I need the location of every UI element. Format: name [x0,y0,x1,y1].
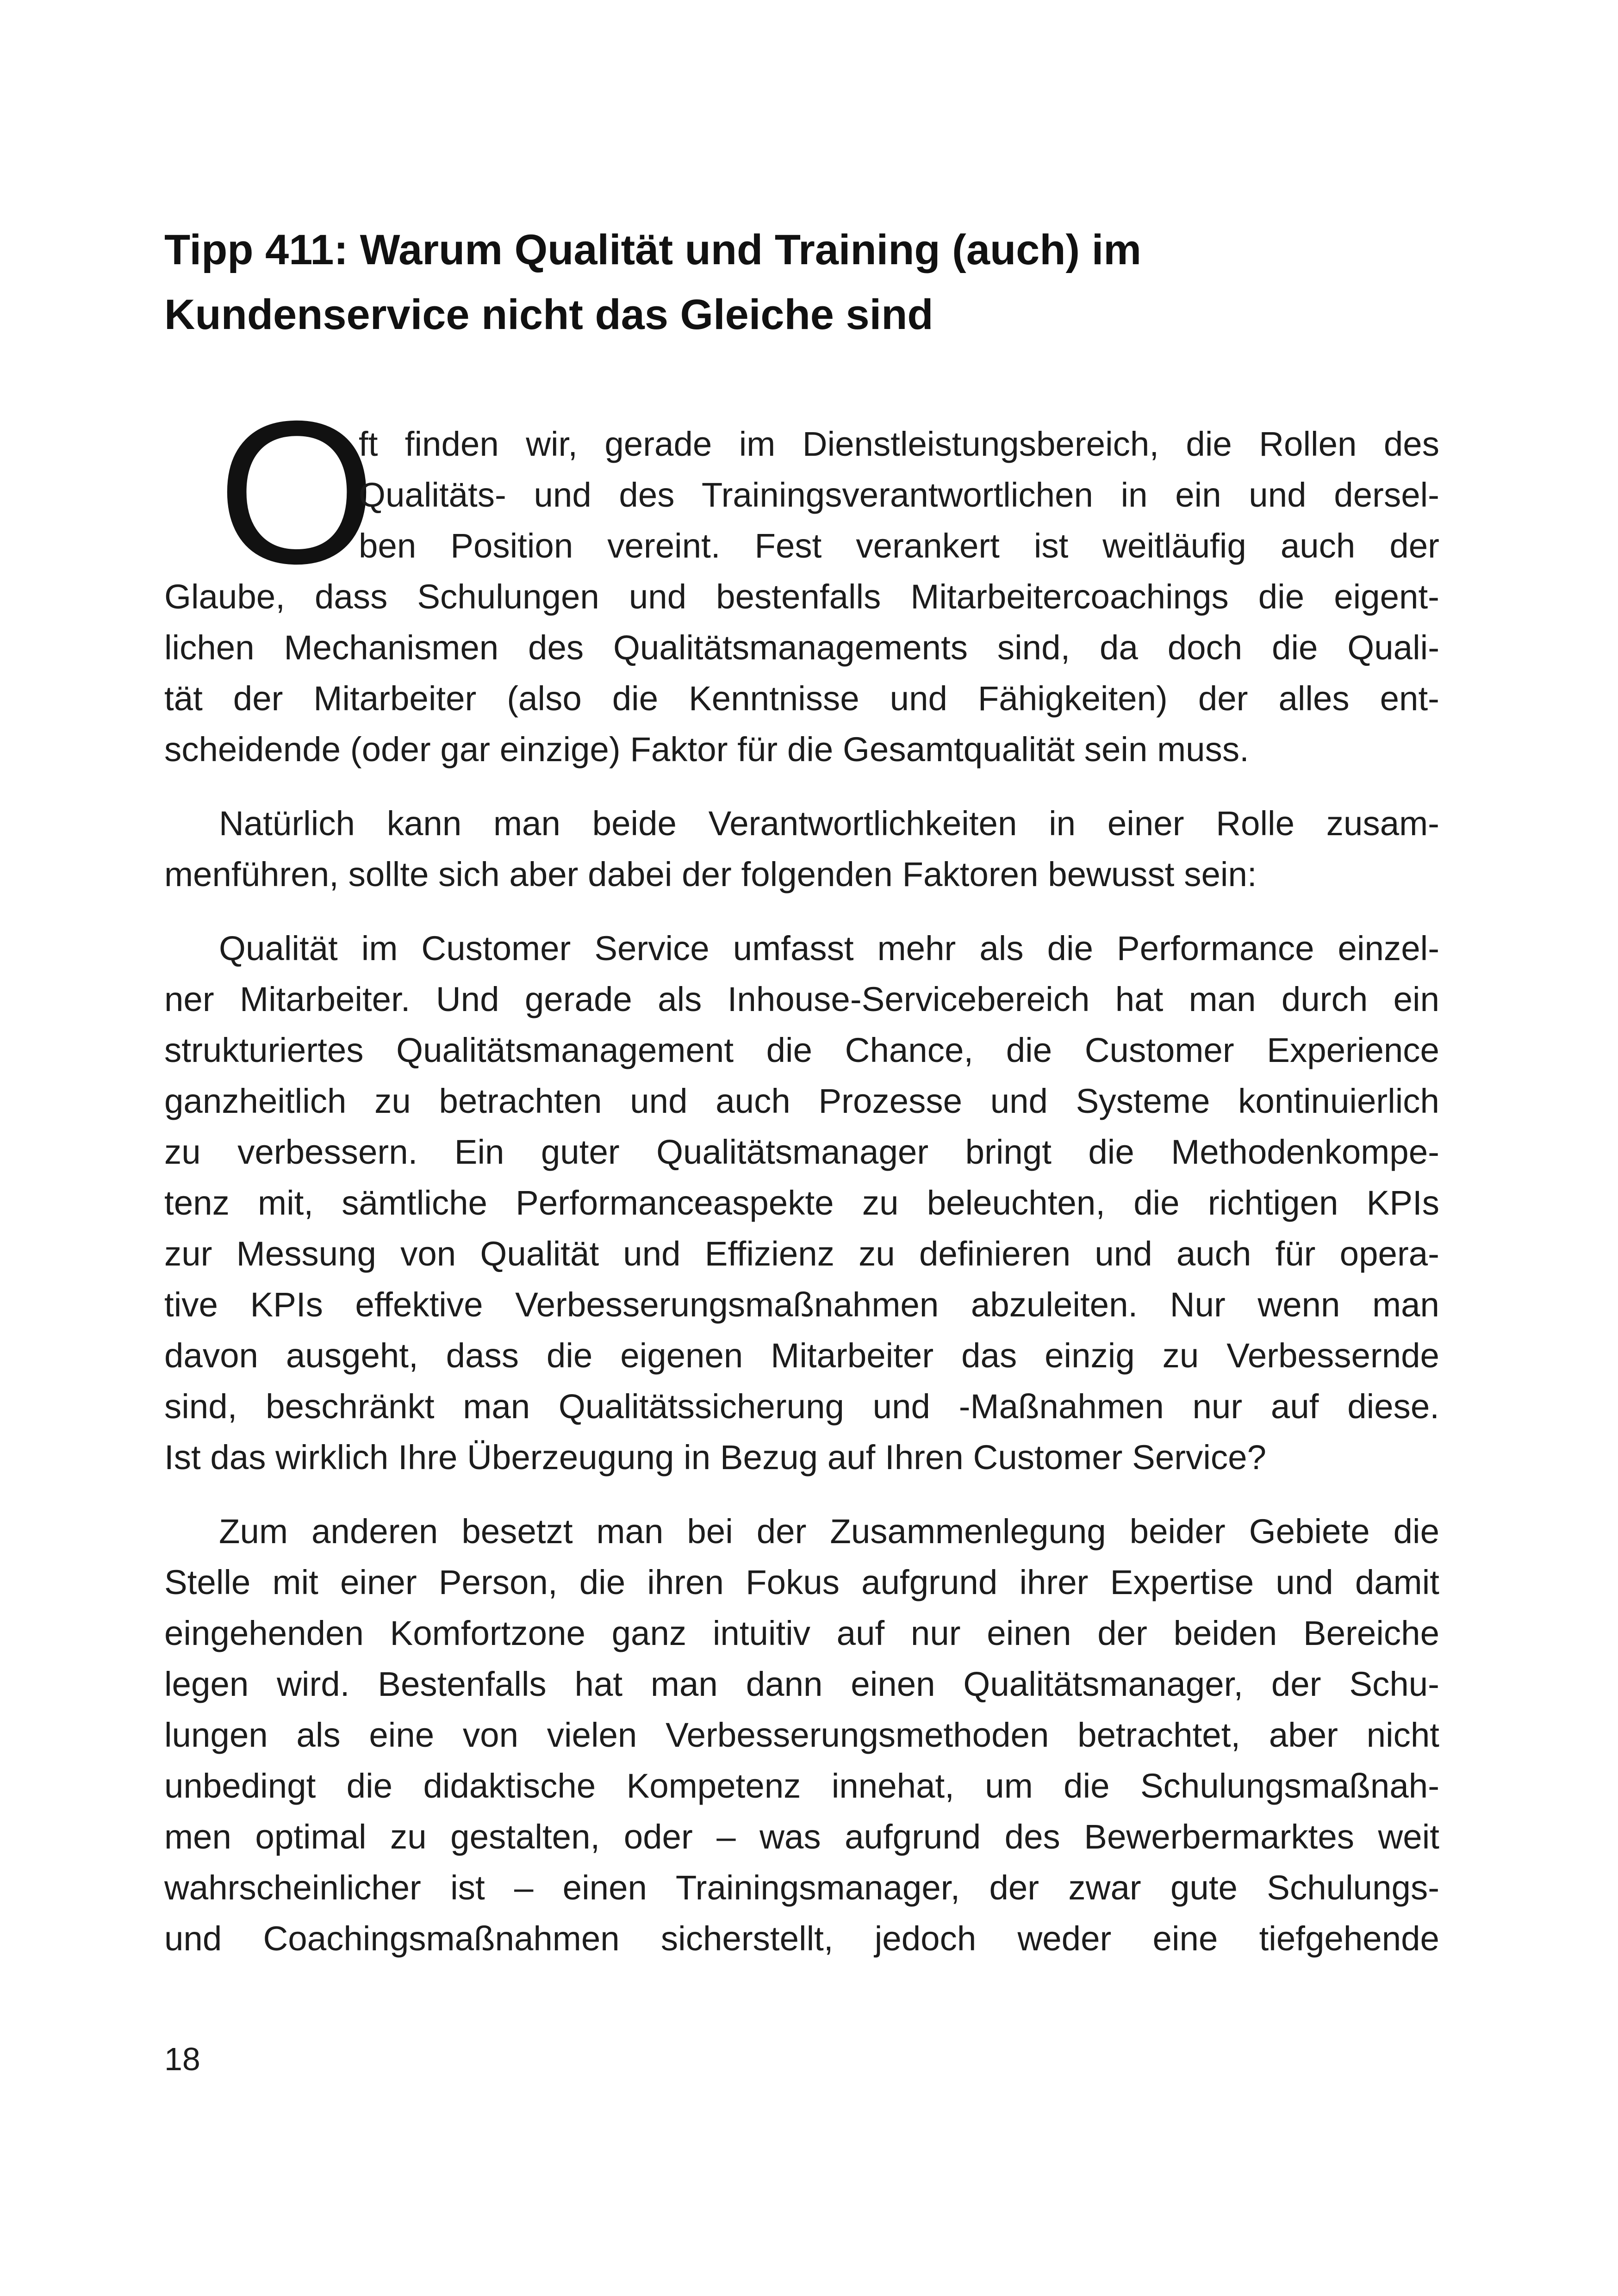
body-text [164,419,1439,1964]
page-number: 18 [164,2041,200,2077]
text-line: tive KPIs effektive Verbesserungsmaßnahmen abzuleiten. Nur wenn man [164,1285,1439,1324]
text-line: Zum anderen besetzt man bei der Zusammenlegung beider Gebiete die [219,1512,1439,1551]
text-line: davon ausgeht, dass die eigenen Mitarbeiter das einzig zu Verbessernde [164,1336,1439,1375]
heading-line-1: Tipp 411: Warum Qualität und Training (auch) im [164,226,1142,273]
text-line: tenz mit, sämtliche Performanceaspekte zu beleuchten, die richtigen KPIs [164,1184,1439,1222]
chapter-heading [164,217,1460,347]
text-line: Stelle mit einer Person, die ihren Fokus aufgrund ihrer Expertise und damit [164,1563,1439,1601]
text-line: wahrscheinlicher ist – einen Trainingsmanager, der zwar gute Schulungs- [164,1868,1439,1907]
paragraph-3 [164,923,1439,1483]
text-line: Glaube, dass Schulungen und bestenfalls Mitarbeitercoachings die eigent- [164,577,1439,616]
text-line: men optimal zu gestalten, oder – was aufgrund des Bewerbermarktes weit [164,1818,1439,1856]
text-line: Ist das wirklich Ihre Überzeugung in Bezug auf Ihren Customer Service? [164,1438,1267,1477]
text-line: scheidende (oder gar einzige) Faktor für die Gesamtqualität sein muss. [164,730,1249,769]
text-line: ben Position vereint. Fest verankert ist weitläufig auch der [359,527,1439,565]
drop-cap: O [218,379,376,606]
paragraph-1 [164,419,1439,775]
text-line: lichen Mechanismen des Qualitätsmanagements sind, da doch die Quali- [164,628,1439,667]
paragraph-4 [164,1506,1439,1964]
text-line: sind, beschränkt man Qualitätssicherung und -Maßnahmen nur auf diese. [164,1387,1439,1426]
text-line: Natürlich kann man beide Verantwortlichkeiten in einer Rolle zusam- [219,804,1439,843]
text-line: und Coachingsmaßnahmen sicherstellt, jedoch weder eine tiefgehende [164,1919,1439,1958]
text-line: legen wird. Bestenfalls hat man dann einen Qualitätsmanager, der Schu- [164,1665,1439,1703]
text-line: tät der Mitarbeiter (also die Kenntnisse und Fähigkeiten) der alles ent- [164,679,1439,718]
text-line: strukturiertes Qualitätsmanagement die Chance, die Customer Experience [164,1031,1439,1069]
text-line: menführen, sollte sich aber dabei der folgenden Faktoren bewusst sein: [164,855,1257,894]
text-line: zu verbessern. Ein guter Qualitätsmanager bringt die Methodenkompe- [164,1133,1439,1171]
paragraph-2 [164,798,1439,900]
text-line: ner Mitarbeiter. Und gerade als Inhouse-Servicebereich hat man durch ein [164,980,1439,1018]
text-line: Qualität im Customer Service umfasst mehr als die Performance einzel- [219,929,1439,968]
text-line: Qualitäts- und des Trainingsverantwortlichen in ein und dersel- [359,476,1439,514]
text-line: ft finden wir, gerade im Dienstleistungsbereich, die Rollen des [359,425,1439,463]
text-line: lungen als eine von vielen Verbesserungsmethoden betrachtet, aber nicht [164,1716,1439,1754]
text-line: unbedingt die didaktische Kompetenz innehat, um die Schulungsmaßnah- [164,1767,1439,1805]
heading-line-2: Kundenservice nicht das Gleiche sind [164,291,933,338]
text-line: ganzheitlich zu betrachten und auch Prozesse und Systeme kontinuierlich [164,1082,1439,1120]
text-line: zur Messung von Qualität und Effizienz zu definieren und auch für opera- [164,1235,1439,1273]
text-line: eingehenden Komfortzone ganz intuitiv auf nur einen der beiden Bereiche [164,1614,1439,1652]
